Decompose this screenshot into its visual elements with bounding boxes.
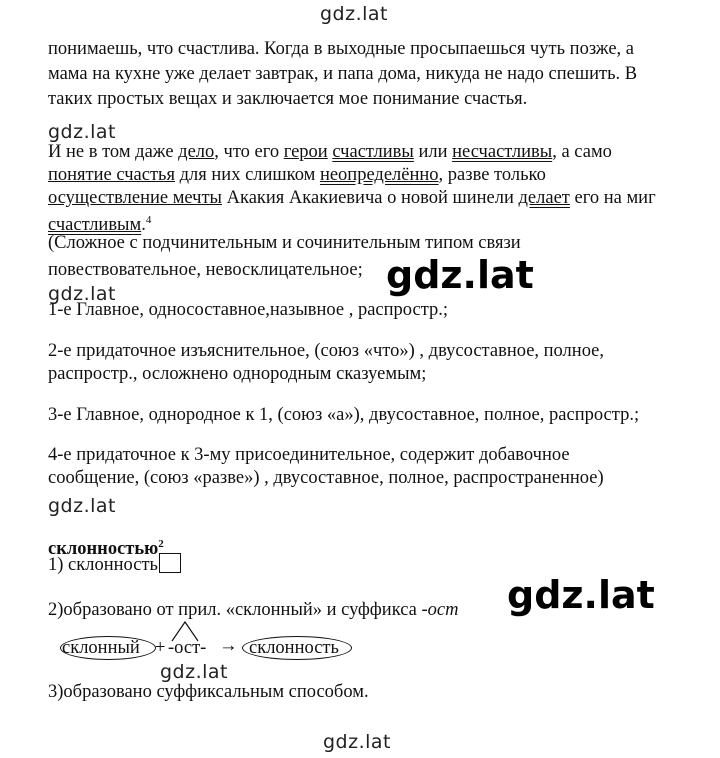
watermark-top: gdz.lat (320, 3, 389, 25)
heading-word: склонностью (48, 539, 159, 560)
subject-osushestvlenie: осуществление мечты (48, 188, 222, 208)
sentence-text: для них слишком (174, 165, 320, 185)
watermark-1: gdz.lat (48, 121, 117, 143)
analysis-item-3: 3-е Главное, однородное к 1, (союз «а»), двусоставное, полное, распростр.; (48, 405, 640, 425)
paragraph-line-2: мама на кухне уже делает завтрак, и папа дома, никуда не надо спешить. В (48, 64, 638, 84)
heading-sup: 2 (158, 538, 164, 550)
morphemic-step-3: 3)образовано суффиксальным способом. (48, 682, 369, 702)
analysis-line-2: повествовательное, невосклицательное; (48, 260, 363, 280)
step-2-suffix: ост (427, 600, 459, 620)
analysis-item-1: 1-е Главное, односоставное,назывное , распростр.; (48, 300, 449, 320)
analysis-item-4-line-1: 4-е придаточное к 3-му присоединительное, содержит добавочное (48, 445, 570, 465)
paragraph-line-1: понимаешь, что счастлива. Когда в выходные просыпаешься чуть позже, а (48, 39, 635, 59)
scheme-word-1: склонный (62, 638, 140, 658)
analysis-line-1: (Сложное с подчинительным и сочинительным типом связи (48, 233, 521, 253)
sentence-text: или (413, 142, 453, 162)
sentence-text: , а само (552, 142, 612, 162)
analysis-item-2-line-2: распростр., осложнено однородным сказуемым; (48, 364, 427, 384)
step-1-text: 1) склонность (48, 555, 158, 575)
predicate-delaet: делает (518, 188, 570, 208)
paragraph-line-3: таких простых вещах и заключается мое понимание счастья. (48, 89, 528, 109)
scheme-word-2: склонность (249, 638, 339, 658)
watermark-2: gdz.lat (48, 283, 117, 305)
watermark-large-2: gdz.lat (507, 573, 655, 617)
subject-ponyatie: понятие счастья (48, 165, 175, 185)
scheme-suffix: -ост- (168, 638, 207, 658)
sentence-text: . (141, 215, 146, 236)
predicate-neschastlivy: несчастливы (452, 142, 553, 162)
scheme-plus: + (155, 638, 166, 658)
sentence-text: , разве только (438, 165, 546, 185)
predicate-schastlivym: счастливым (48, 215, 142, 236)
analysis-item-4-line-2: сообщение, (союз «разве») , двусоставное, полное, распространенное) (48, 468, 604, 488)
step-2-text: 2)образовано от прил. «склонный» и суффикса - (48, 600, 428, 620)
footnote-mark: 4 (145, 214, 152, 226)
watermark-3: gdz.lat (48, 495, 117, 517)
sentence-text: его на миг (569, 188, 656, 208)
predicate-neopredeleno: неопределённо (319, 165, 439, 185)
predicate-schastlivy: счастливы (332, 142, 414, 162)
predicate-delo: дело (178, 142, 215, 162)
analysis-item-2-line-1: 2-е придаточное изъяснительное, (союз «что») , двусоставное, полное, (48, 341, 605, 361)
watermark-bottom: gdz.lat (323, 731, 392, 753)
sentence-text: , что его (214, 142, 284, 162)
arrow-icon: → (219, 636, 238, 656)
subject-geroi: герои (283, 142, 328, 162)
sentence-text: Акакия Акакиевича о новой шинели (222, 188, 519, 208)
sentence-text: И не в том даже (48, 142, 179, 162)
watermark-4: gdz.lat (160, 661, 229, 683)
watermark-large-1: gdz.lat (386, 253, 534, 297)
